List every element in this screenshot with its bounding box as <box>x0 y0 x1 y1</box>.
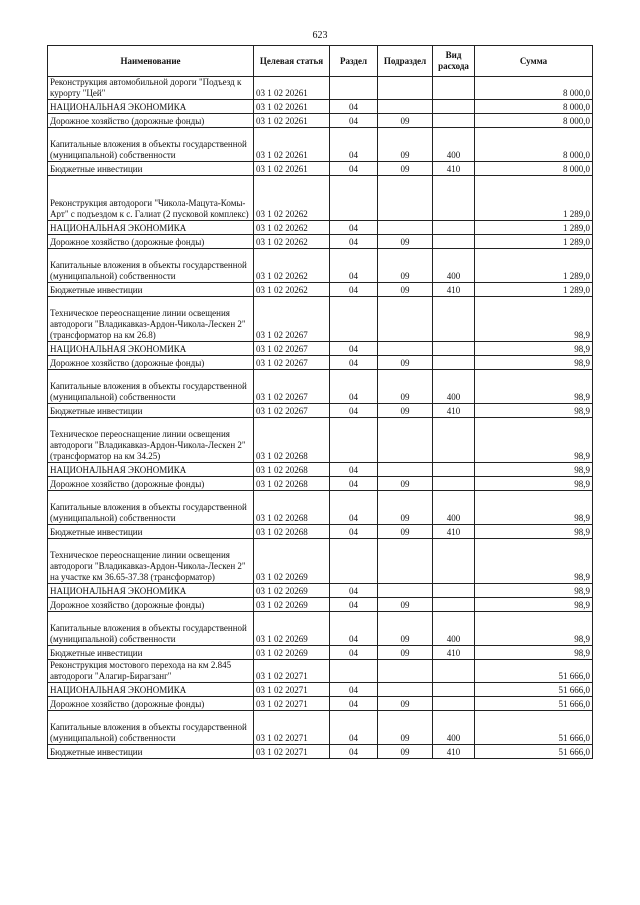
table-row <box>48 711 593 745</box>
row-subsection: 09 <box>378 404 433 418</box>
row-article: 03 1 02 20267 <box>254 370 330 404</box>
row-expense-type <box>433 418 475 463</box>
row-expense-type: 400 <box>433 612 475 646</box>
table-row <box>48 612 593 646</box>
row-article: 03 1 02 20267 <box>254 342 330 356</box>
row-name: Дорожное хозяйство (дорожные фонды) <box>48 477 254 491</box>
row-expense-type <box>433 598 475 612</box>
table-row <box>48 697 593 711</box>
table-row <box>48 128 593 162</box>
row-expense-type: 410 <box>433 162 475 176</box>
row-name: Бюджетные инвестиции <box>48 525 254 539</box>
row-expense-type: 410 <box>433 525 475 539</box>
row-expense-type <box>433 660 475 683</box>
table-row <box>48 463 593 477</box>
row-name: Бюджетные инвестиции <box>48 646 254 660</box>
row-section: 04 <box>330 646 378 660</box>
row-section: 04 <box>330 114 378 128</box>
row-article: 03 1 02 20268 <box>254 491 330 525</box>
row-sum: 98,9 <box>475 404 593 418</box>
row-name: Бюджетные инвестиции <box>48 404 254 418</box>
row-sum: 98,9 <box>475 477 593 491</box>
row-sum: 98,9 <box>475 539 593 584</box>
row-section: 04 <box>330 342 378 356</box>
table-row <box>48 660 593 683</box>
row-subsection: 09 <box>378 283 433 297</box>
row-article: 03 1 02 20261 <box>254 114 330 128</box>
row-article: 03 1 02 20269 <box>254 539 330 584</box>
table-row <box>48 525 593 539</box>
row-sum: 98,9 <box>475 525 593 539</box>
table-row <box>48 176 593 221</box>
table-header-row <box>48 46 593 77</box>
row-section <box>330 176 378 221</box>
row-article: 03 1 02 20261 <box>254 162 330 176</box>
row-subsection: 09 <box>378 356 433 370</box>
row-sum: 8 000,0 <box>475 162 593 176</box>
header-article: Целевая статья <box>254 46 330 77</box>
row-expense-type: 410 <box>433 646 475 660</box>
table-row <box>48 539 593 584</box>
table-row <box>48 745 593 759</box>
table-row <box>48 342 593 356</box>
row-section: 04 <box>330 128 378 162</box>
row-name: Капитальные вложения в объекты государственной (муниципальной) собственности <box>48 711 254 745</box>
row-name: Капитальные вложения в объекты государственной (муниципальной) собственности <box>48 370 254 404</box>
row-article: 03 1 02 20261 <box>254 77 330 100</box>
row-subsection: 09 <box>378 370 433 404</box>
row-sum: 1 289,0 <box>475 283 593 297</box>
table-row <box>48 646 593 660</box>
row-expense-type <box>433 584 475 598</box>
row-section <box>330 660 378 683</box>
row-subsection: 09 <box>378 612 433 646</box>
header-name: Наименование <box>48 46 254 77</box>
row-name: Капитальные вложения в объекты государственной (муниципальной) собственности <box>48 612 254 646</box>
row-sum: 98,9 <box>475 342 593 356</box>
row-subsection: 09 <box>378 477 433 491</box>
row-name: НАЦИОНАЛЬНАЯ ЭКОНОМИКА <box>48 463 254 477</box>
row-expense-type <box>433 342 475 356</box>
table-body <box>48 77 593 759</box>
row-expense-type <box>433 697 475 711</box>
row-sum: 98,9 <box>475 370 593 404</box>
row-article: 03 1 02 20269 <box>254 598 330 612</box>
row-article: 03 1 02 20261 <box>254 100 330 114</box>
row-name: Капитальные вложения в объекты государственной (муниципальной) собственности <box>48 249 254 283</box>
table-row <box>48 114 593 128</box>
row-section: 04 <box>330 612 378 646</box>
row-section: 04 <box>330 221 378 235</box>
row-article: 03 1 02 20262 <box>254 221 330 235</box>
row-name: Капитальные вложения в объекты государственной (муниципальной) собственности <box>48 128 254 162</box>
row-subsection <box>378 584 433 598</box>
row-sum: 98,9 <box>475 612 593 646</box>
row-section: 04 <box>330 697 378 711</box>
row-expense-type <box>433 297 475 342</box>
row-subsection: 09 <box>378 711 433 745</box>
row-subsection <box>378 100 433 114</box>
table-row <box>48 162 593 176</box>
row-article: 03 1 02 20271 <box>254 660 330 683</box>
row-sum: 51 666,0 <box>475 697 593 711</box>
row-expense-type <box>433 176 475 221</box>
table-row <box>48 370 593 404</box>
row-sum: 8 000,0 <box>475 128 593 162</box>
row-sum: 98,9 <box>475 598 593 612</box>
row-expense-type: 400 <box>433 370 475 404</box>
row-section: 04 <box>330 745 378 759</box>
row-subsection: 09 <box>378 525 433 539</box>
row-sum: 1 289,0 <box>475 221 593 235</box>
row-expense-type: 400 <box>433 249 475 283</box>
row-expense-type <box>433 463 475 477</box>
row-expense-type: 400 <box>433 491 475 525</box>
row-name: Дорожное хозяйство (дорожные фонды) <box>48 235 254 249</box>
row-section: 04 <box>330 491 378 525</box>
row-subsection <box>378 342 433 356</box>
header-subsection: Подраздел <box>378 46 433 77</box>
row-article: 03 1 02 20267 <box>254 297 330 342</box>
header-expense-type: Вид расхода <box>433 46 475 77</box>
row-sum: 8 000,0 <box>475 114 593 128</box>
row-name: Дорожное хозяйство (дорожные фонды) <box>48 114 254 128</box>
row-article: 03 1 02 20267 <box>254 404 330 418</box>
row-article: 03 1 02 20271 <box>254 697 330 711</box>
row-section: 04 <box>330 584 378 598</box>
row-name: Бюджетные инвестиции <box>48 283 254 297</box>
table-row <box>48 477 593 491</box>
row-expense-type <box>433 221 475 235</box>
row-article: 03 1 02 20262 <box>254 235 330 249</box>
table-row <box>48 598 593 612</box>
row-subsection: 09 <box>378 162 433 176</box>
row-section: 04 <box>330 235 378 249</box>
header-section: Раздел <box>330 46 378 77</box>
table-row <box>48 100 593 114</box>
row-sum: 98,9 <box>475 646 593 660</box>
row-name: НАЦИОНАЛЬНАЯ ЭКОНОМИКА <box>48 342 254 356</box>
row-subsection <box>378 297 433 342</box>
row-article: 03 1 02 20269 <box>254 646 330 660</box>
row-expense-type <box>433 477 475 491</box>
row-subsection <box>378 221 433 235</box>
row-name: НАЦИОНАЛЬНАЯ ЭКОНОМИКА <box>48 584 254 598</box>
row-expense-type <box>433 683 475 697</box>
row-section: 04 <box>330 463 378 477</box>
row-name: НАЦИОНАЛЬНАЯ ЭКОНОМИКА <box>48 100 254 114</box>
row-section: 04 <box>330 162 378 176</box>
table-row <box>48 283 593 297</box>
row-article: 03 1 02 20268 <box>254 463 330 477</box>
row-article: 03 1 02 20269 <box>254 584 330 598</box>
row-article: 03 1 02 20271 <box>254 711 330 745</box>
row-article: 03 1 02 20261 <box>254 128 330 162</box>
budget-table <box>47 45 593 759</box>
row-sum: 51 666,0 <box>475 745 593 759</box>
row-subsection <box>378 418 433 463</box>
row-article: 03 1 02 20268 <box>254 418 330 463</box>
row-article: 03 1 02 20271 <box>254 683 330 697</box>
row-sum: 51 666,0 <box>475 683 593 697</box>
row-expense-type: 410 <box>433 283 475 297</box>
row-sum: 8 000,0 <box>475 77 593 100</box>
row-sum: 8 000,0 <box>475 100 593 114</box>
row-name: Дорожное хозяйство (дорожные фонды) <box>48 598 254 612</box>
row-expense-type <box>433 114 475 128</box>
row-name: Реконструкция мостового перехода на км 2.845 автодороги "Алагир-Бирагзанг" <box>48 660 254 683</box>
row-section: 04 <box>330 249 378 283</box>
row-section: 04 <box>330 356 378 370</box>
row-name: Реконструкция автодороги "Чикола-Мацута-Комы-Арт" с подъездом к с. Галиат (2 пусковой комплекс) <box>48 176 254 221</box>
row-subsection <box>378 660 433 683</box>
row-name: Техническое переоснащение линии освещения автодороги "Владикавказ-Ардон-Чикола-Лескен 2" (трансформатор на км 26.8) <box>48 297 254 342</box>
row-expense-type <box>433 77 475 100</box>
row-sum: 1 289,0 <box>475 176 593 221</box>
row-expense-type <box>433 100 475 114</box>
row-name: Реконструкция автомобильной дороги "Подъезд к курорту "Цей" <box>48 77 254 100</box>
table-row <box>48 404 593 418</box>
row-subsection: 09 <box>378 249 433 283</box>
row-sum: 1 289,0 <box>475 235 593 249</box>
row-sum: 51 666,0 <box>475 711 593 745</box>
row-expense-type <box>433 235 475 249</box>
row-section: 04 <box>330 404 378 418</box>
row-name: Дорожное хозяйство (дорожные фонды) <box>48 356 254 370</box>
row-section: 04 <box>330 525 378 539</box>
row-subsection: 09 <box>378 128 433 162</box>
table-row <box>48 584 593 598</box>
row-subsection <box>378 77 433 100</box>
row-subsection: 09 <box>378 114 433 128</box>
row-expense-type: 410 <box>433 745 475 759</box>
page-number: 623 <box>312 30 328 41</box>
row-name: Техническое переоснащение линии освещения автодороги "Владикавказ-Ардон-Чикола-Лескен 2" (трансформатор на км 34.25) <box>48 418 254 463</box>
row-sum: 98,9 <box>475 463 593 477</box>
row-subsection: 09 <box>378 745 433 759</box>
row-subsection <box>378 683 433 697</box>
row-section: 04 <box>330 683 378 697</box>
table-row <box>48 356 593 370</box>
table-row <box>48 418 593 463</box>
row-name: Техническое переоснащение линии освещения автодороги "Владикавказ-Ардон-Чикола-Лескен 2" на участке км 36.65-37.38 (трансформатор) <box>48 539 254 584</box>
row-article: 03 1 02 20262 <box>254 283 330 297</box>
row-expense-type: 410 <box>433 404 475 418</box>
table-row <box>48 77 593 100</box>
row-expense-type <box>433 356 475 370</box>
row-article: 03 1 02 20271 <box>254 745 330 759</box>
row-article: 03 1 02 20267 <box>254 356 330 370</box>
row-name: Капитальные вложения в объекты государственной (муниципальной) собственности <box>48 491 254 525</box>
row-article: 03 1 02 20262 <box>254 249 330 283</box>
row-sum: 51 666,0 <box>475 660 593 683</box>
header-sum: Сумма <box>475 46 593 77</box>
row-section: 04 <box>330 283 378 297</box>
row-section: 04 <box>330 370 378 404</box>
table-row <box>48 683 593 697</box>
row-name: НАЦИОНАЛЬНАЯ ЭКОНОМИКА <box>48 683 254 697</box>
row-sum: 98,9 <box>475 584 593 598</box>
row-sum: 98,9 <box>475 356 593 370</box>
row-section <box>330 539 378 584</box>
row-name: НАЦИОНАЛЬНАЯ ЭКОНОМИКА <box>48 221 254 235</box>
row-article: 03 1 02 20262 <box>254 176 330 221</box>
row-article: 03 1 02 20268 <box>254 525 330 539</box>
row-section <box>330 418 378 463</box>
row-sum: 98,9 <box>475 491 593 525</box>
table-row <box>48 249 593 283</box>
row-name: Бюджетные инвестиции <box>48 162 254 176</box>
table-row <box>48 491 593 525</box>
row-subsection: 09 <box>378 491 433 525</box>
row-subsection: 09 <box>378 697 433 711</box>
row-subsection <box>378 463 433 477</box>
row-subsection: 09 <box>378 235 433 249</box>
row-sum: 98,9 <box>475 297 593 342</box>
row-section <box>330 77 378 100</box>
row-name: Дорожное хозяйство (дорожные фонды) <box>48 697 254 711</box>
row-article: 03 1 02 20268 <box>254 477 330 491</box>
row-subsection: 09 <box>378 646 433 660</box>
row-section <box>330 297 378 342</box>
row-section: 04 <box>330 598 378 612</box>
row-subsection <box>378 176 433 221</box>
row-subsection <box>378 539 433 584</box>
row-expense-type: 400 <box>433 128 475 162</box>
row-expense-type <box>433 539 475 584</box>
row-section: 04 <box>330 100 378 114</box>
table-row <box>48 221 593 235</box>
row-expense-type: 400 <box>433 711 475 745</box>
row-section: 04 <box>330 711 378 745</box>
table-row <box>48 297 593 342</box>
row-sum: 1 289,0 <box>475 249 593 283</box>
row-section: 04 <box>330 477 378 491</box>
table-row <box>48 235 593 249</box>
row-name: Бюджетные инвестиции <box>48 745 254 759</box>
row-sum: 98,9 <box>475 418 593 463</box>
row-subsection: 09 <box>378 598 433 612</box>
row-article: 03 1 02 20269 <box>254 612 330 646</box>
